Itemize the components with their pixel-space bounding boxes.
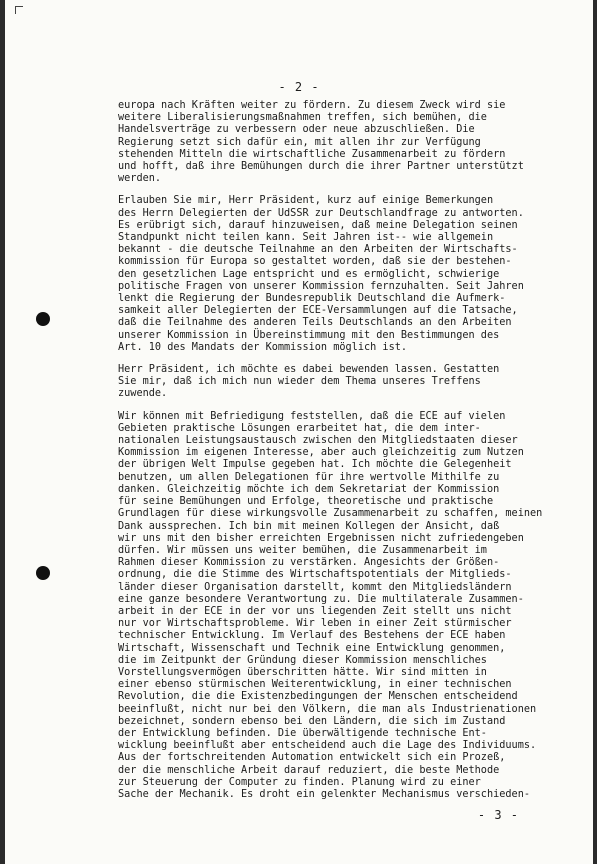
text-line: Gebieten praktische Lösungen erarbeitet hat, die dem inter- (118, 421, 481, 434)
text-line: europa nach Kräften weiter zu fördern. Zu diesem Zweck wird sie (118, 99, 506, 111)
text-line: benutzen, um allen Delegationen für ihre wertvolle Mithilfe zu (118, 470, 500, 483)
text-line: Revolution, die die Existenzbedingungen der Menschen entscheidend (118, 690, 518, 703)
text-line: die im Zeitpunkt der Gründung dieser Kommission menschliches (118, 653, 487, 666)
text-line: stehenden Mitteln die wirtschaftliche Zusammenarbeit zu fördern (118, 147, 506, 160)
paragraph (118, 363, 588, 400)
text-line: bekannt - die deutsche Teilnahme an den Arbeiten der Wirtschafts- (118, 243, 518, 256)
text-line: werden. (118, 172, 162, 185)
text-line: der die menschliche Arbeit darauf reduziert, die beste Methode (118, 763, 500, 776)
text-line: Herr Präsident, ich möchte es dabei bewenden lassen. Gestatten (118, 363, 500, 376)
text-line: Art. 10 des Mandats der Kommission möglich ist. (118, 340, 408, 353)
text-line: danken. Gleichzeitig möchte ich dem Sekretariat der Kommission (118, 482, 500, 495)
text-line: beeinflußt, nicht nur bei den Völkern, die man als Industrienationen (118, 702, 537, 715)
punch-hole (36, 312, 50, 326)
paragraph (118, 194, 588, 353)
text-line: Vorstellungsvermögen überschritten hätte. Wir sind mitten in (118, 665, 487, 678)
text-line: Handelsverträge zu verbessern oder neue abzuschließen. Die (118, 123, 475, 136)
text-line: zuwende. (118, 387, 168, 400)
document-page (5, 0, 593, 864)
text-line: den gesetzlichen Lage entspricht und es ermöglicht, schwierige (118, 267, 500, 280)
text-line: nur vor Wirtschaftsprobleme. Wir leben in einer Zeit stürmischer (118, 617, 512, 630)
corner-mark (15, 6, 23, 14)
text-line: nationalen Leistungsaustausch zwischen den Mitgliedstaaten dieser (118, 434, 518, 447)
text-line: technischer Entwicklung. Im Verlauf des Bestehens der ECE haben (118, 629, 506, 642)
text-line: wir uns mit den bisher erreichten Ergebnissen nicht zufriedengeben (118, 531, 524, 544)
text-line: des Herrn Delegierten der UdSSR zur Deutschlandfrage zu antworten. (118, 206, 524, 219)
text-line: Dank aussprechen. Ich bin mit meinen Kollegen der Ansicht, daß (118, 519, 500, 532)
text-line: Regierung setzt sich dafür ein, mit allen ihr zur Verfügung (118, 135, 481, 148)
text-line: daß die Teilnahme des anderen Teils Deutschlands an den Arbeiten (118, 316, 512, 329)
text-line: für seine Bemühungen und Erfolge, theoretische und praktische (118, 495, 494, 508)
text-line: samkeit aller Delegierten der ECE-Versammlungen auf die Tatsache, (118, 304, 518, 317)
text-line: Es erübrigt sich, darauf hinzuweisen, daß meine Delegation seinen (118, 218, 518, 231)
text-line: Standpunkt nicht teilen kann. Seit Jahren ist-- wie allgemein (118, 231, 494, 244)
text-line: Wirtschaft, Wissenschaft und Technik eine Entwicklung genommen, (118, 641, 506, 654)
punch-hole (36, 566, 50, 580)
text-line: kommission für Europa so gestaltet worden, daß sie der bestehen- (118, 255, 512, 268)
text-line: weitere Liberalisierungsmaßnahmen treffen, sich bemühen, die (118, 111, 487, 124)
text-line: der übrigen Welt Impulse gegeben hat. Ich möchte die Gelegenheit (118, 458, 512, 471)
text-line: ordnung, die die Stimme des Wirtschaftspotentials der Mitglieds- (118, 568, 512, 581)
text-line: unserer Kommission in Übereinstimmung mit den Bestimmungen des (118, 328, 500, 341)
text-line: Aus der fortschreitenden Automation entwickelt sich ein Prozeß, (118, 751, 506, 764)
text-line: arbeit in der ECE in der vor uns liegenden Zeit stellt uns nicht (118, 604, 512, 617)
text-line: der Entwicklung befinden. Die überwältigende technische Ent- (118, 726, 487, 739)
text-line: einer ebenso stürmischen Weiterentwicklung, in einer technischen (118, 678, 512, 691)
next-page-marker: - 3 - (477, 808, 519, 822)
text-line: Rahmen dieser Kommission zu verstärken. Angesichts der Größen- (118, 556, 500, 569)
text-line: und hofft, daß ihre Bemühungen durch die ihrer Partner unterstützt (118, 160, 524, 173)
text-line: bezeichnet, sondern ebenso bei den Ländern, die sich im Zustand (118, 714, 506, 727)
text-line: Sie mir, daß ich mich nun wieder dem Thema unseres Treffens (118, 375, 481, 388)
text-line: Sache der Mechanik. Es droht ein gelenkter Mechanismus verschieden- (118, 787, 531, 800)
text-line: länder dieser Organisation darstellt, kommt den Mitgliedsländern (118, 580, 512, 593)
text-line: Wir können mit Befriedigung feststellen, daß die ECE auf vielen (118, 409, 506, 422)
document-body (118, 99, 588, 810)
text-line: wicklung beeinflußt aber entscheidend auch die Lage des Individuums. (118, 739, 537, 752)
text-line: Grundlagen für diese wirkungsvolle Zusammenarbeit zu schaffen, meinen (118, 507, 543, 520)
paragraph (118, 410, 588, 801)
text-line: lenkt die Regierung der Bundesrepublik Deutschland die Aufmerk- (118, 292, 506, 305)
text-line: eine ganze besondere Verantwortung zu. Die multilaterale Zusammen- (118, 592, 524, 605)
text-line: Erlauben Sie mir, Herr Präsident, kurz auf einige Bemerkungen (118, 194, 494, 207)
text-line: zur Steuerung der Computer zu finden. Planung wird zu einer (118, 775, 481, 788)
paragraph (118, 99, 588, 184)
text-line: Kommission im eigenen Interesse, aber auch gleichzeitig zum Nutzen (118, 446, 524, 459)
page-number: - 2 - (278, 80, 320, 94)
text-line: dürfen. Wir müssen uns weiter bemühen, die Zusammenarbeit im (118, 543, 487, 556)
text-line: politische Fragen von unserer Kommission fernzuhalten. Seit Jahren (118, 279, 524, 292)
